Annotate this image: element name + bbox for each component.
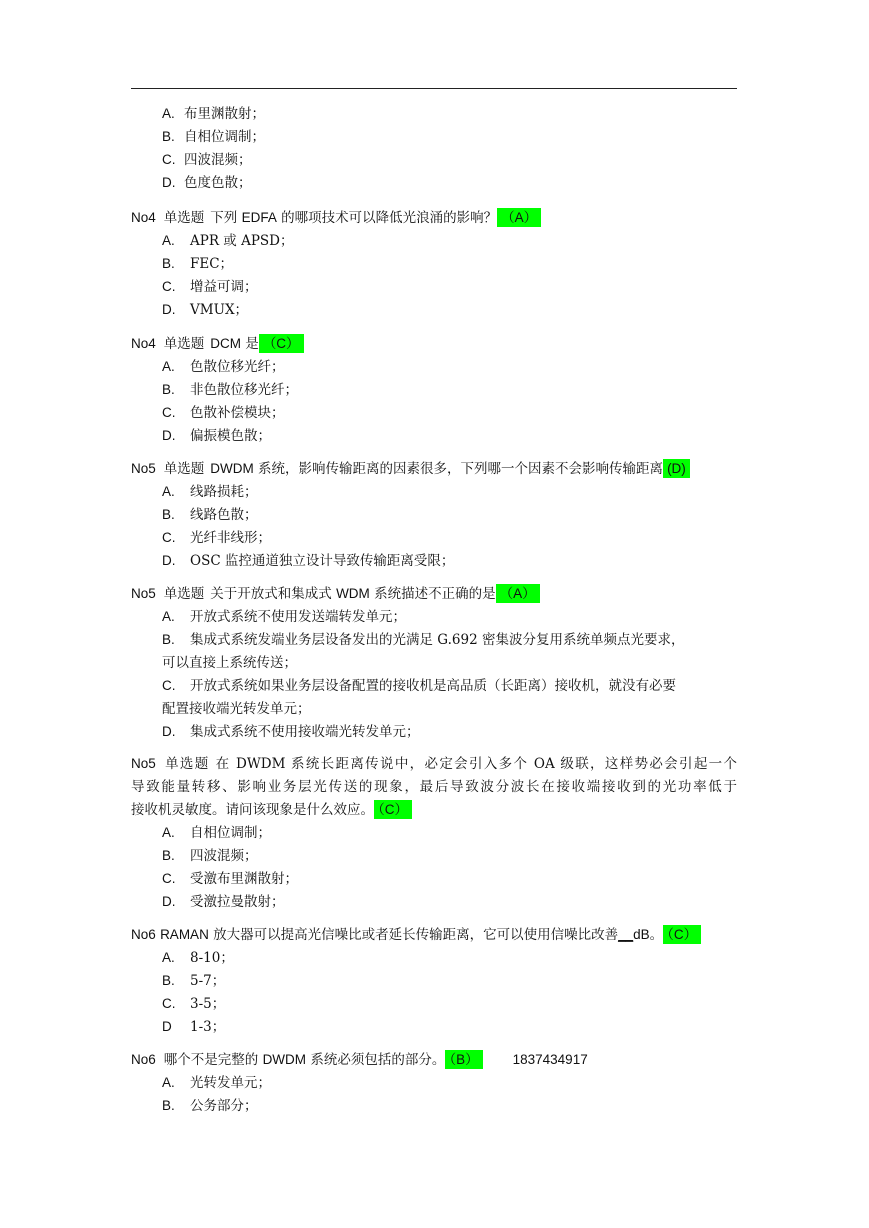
option-c: C. 3-5； [162,996,226,1012]
option-a: A. 布里渊散射； [162,106,265,122]
option-b: B. 自相位调制； [162,129,265,145]
option-c-continued: 配置接收端光转发单元； [162,701,311,717]
option-a: A. 色散位移光纤； [162,359,285,375]
question-stem: No6 RAMAN 放大器可以提高光信噪比或者延长传输距离，它可以使用信噪比改善__dB。 （C） [131,926,701,944]
option-d: D. OSC 监控通道独立设计导致传输距离受限； [162,553,455,569]
option-c: C. 增益可调； [162,279,258,295]
option-a: A. 自相位调制； [162,825,271,841]
option-d: D. 受激拉曼散射； [162,894,285,910]
option-b: B. 5-7； [162,973,226,989]
answer-highlight: （A） [497,208,541,227]
option-d: D. 集成式系统不使用接收端光转发单元； [162,724,420,740]
option-c: C. 受激布里渊散射； [162,871,298,887]
option-d: D. 偏振模色散； [162,428,271,444]
option-b: B. FEC； [162,256,234,272]
question-stem: No4 单选题 下列 EDFA 的哪项技术可以降低光浪涌的影响？ （A） [131,209,541,227]
question-stem: No5 单选题 在 DWDM 系统长距离传说中，必定会引入多个 OA 级联，这样势必会引起一个 [131,756,738,772]
option-b: B. 线路色散； [162,507,258,523]
option-c: C. 色散补偿模块； [162,405,285,421]
option-b-continued: 可以直接上系统传送； [162,655,297,671]
option-a: A. 线路损耗； [162,484,258,500]
option-d: D. 色度色散； [162,175,252,191]
question-stem: No5 单选题 关于开放式和集成式 WDM 系统描述不正确的是 （A） [131,585,540,603]
answer-highlight: （A） [496,584,540,603]
option-b: B. 公务部分； [162,1098,258,1114]
option-c: C. 光纤非线形； [162,530,271,546]
answer-highlight: （C） [663,925,701,944]
option-b: B. 四波混频； [162,848,258,864]
option-a: A. APR 或 APSD； [162,233,294,249]
question-stem-line-2: 导致能量转移、影响业务层光传送的现象，最后导致波分波长在接收端接收到的光功率低于 [131,779,737,795]
option-d: D. VMUX； [162,302,249,318]
question-stem: No4 单选题 DCM 是 （C） [131,335,304,353]
option-b: B. 集成式系统发端业务层设备发出的光满足 G.692 密集波分复用系统单频点光要求， [162,632,685,648]
option-c: C. 开放式系统如果业务层设备配置的接收机是高品质（长距离）接收机，就没有必要 [162,678,676,694]
option-d: D 1-3； [162,1019,226,1035]
option-c: C. 四波混频； [162,152,252,168]
header-rule [131,88,737,89]
option-a: A. 开放式系统不使用发送端转发单元； [162,609,406,625]
option-a: A. 8-10； [162,950,234,966]
question-stem: No5 单选题 DWDM 系统，影响传输距离的因素很多，下列哪一个因素不会影响传输距离 (D) [131,460,690,478]
option-b: B. 非色散位移光纤； [162,382,298,398]
answer-highlight: (D) [663,459,690,478]
answer-highlight: （C） [374,800,412,819]
answer-highlight: （B） [445,1050,482,1069]
question-stem: No6 哪个不是完整的 DWDM 系统必须包括的部分。 （B） 1837434917 [131,1052,588,1068]
option-a: A. 光转发单元； [162,1075,271,1091]
phone-number: 1837434917 [512,1052,588,1067]
question-stem-line-3: 接收机灵敏度。请问该现象是什么效应。 （C） [131,801,412,819]
answer-highlight: （C） [259,334,304,353]
